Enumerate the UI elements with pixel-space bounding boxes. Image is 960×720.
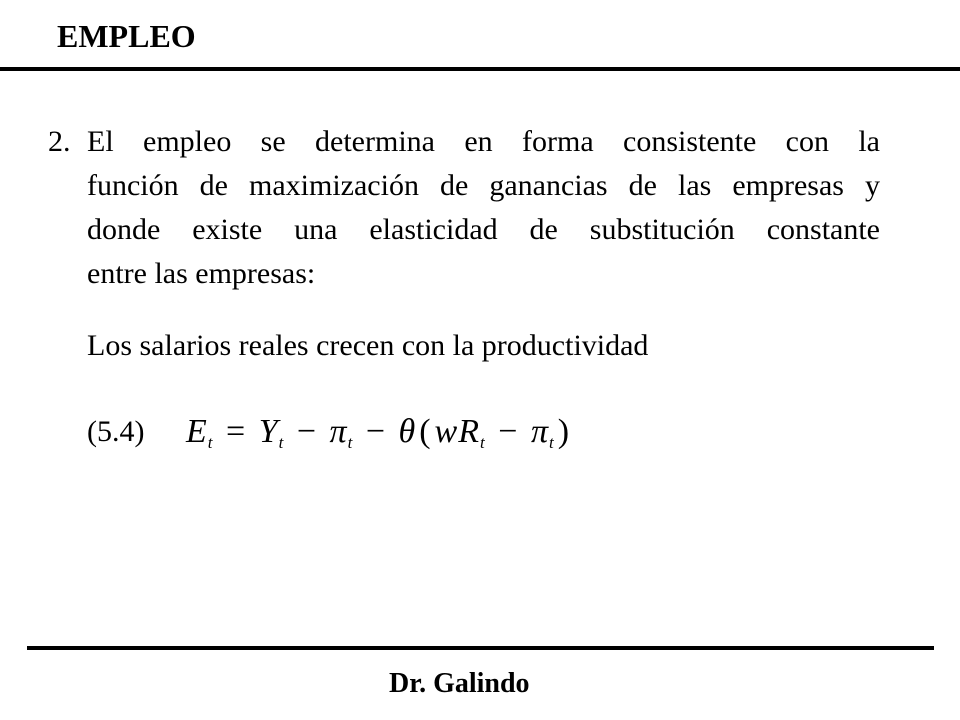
list-item-line-3: donde existe una elasticidad de substitución constante xyxy=(87,213,880,246)
list-item-line-2: función de maximización de ganancias de las empresas y xyxy=(87,169,880,202)
eq-r-sub: t xyxy=(480,433,486,452)
eq-pi-2: π xyxy=(530,413,549,450)
eq-output: Y xyxy=(258,413,279,450)
eq-minus-2: − xyxy=(365,413,387,450)
eq-open-paren: ( xyxy=(419,413,432,450)
bottom-divider xyxy=(27,646,934,650)
eq-lhs: E xyxy=(186,413,208,450)
equation-number: (5.4) xyxy=(87,415,145,448)
eq-r: R xyxy=(458,413,481,450)
footer-author: Dr. Galindo xyxy=(389,668,530,699)
eq-pi-1-sub: t xyxy=(347,433,354,452)
list-item-line-1: El empleo se determina en forma consistente con la xyxy=(87,125,880,158)
eq-theta: θ xyxy=(398,413,417,450)
statement-text: Los salarios reales crecen con la productividad xyxy=(87,329,649,362)
eq-pi-1: π xyxy=(329,413,348,450)
eq-close-paren: ) xyxy=(557,413,571,450)
list-item-number: 2. xyxy=(48,125,71,158)
eq-minus-1: − xyxy=(296,413,318,450)
top-divider xyxy=(0,67,960,71)
eq-pi-2-sub: t xyxy=(548,433,555,452)
equation xyxy=(186,406,573,458)
eq-w: w xyxy=(434,413,459,450)
eq-equals: = xyxy=(226,413,247,450)
eq-lhs-sub: t xyxy=(207,433,214,452)
list-item-text xyxy=(87,120,880,296)
eq-minus-3: − xyxy=(498,413,519,450)
list-item-line-4: entre las empresas: xyxy=(87,257,316,290)
eq-output-sub: t xyxy=(278,433,285,452)
slide-title: EMPLEO xyxy=(57,18,196,54)
